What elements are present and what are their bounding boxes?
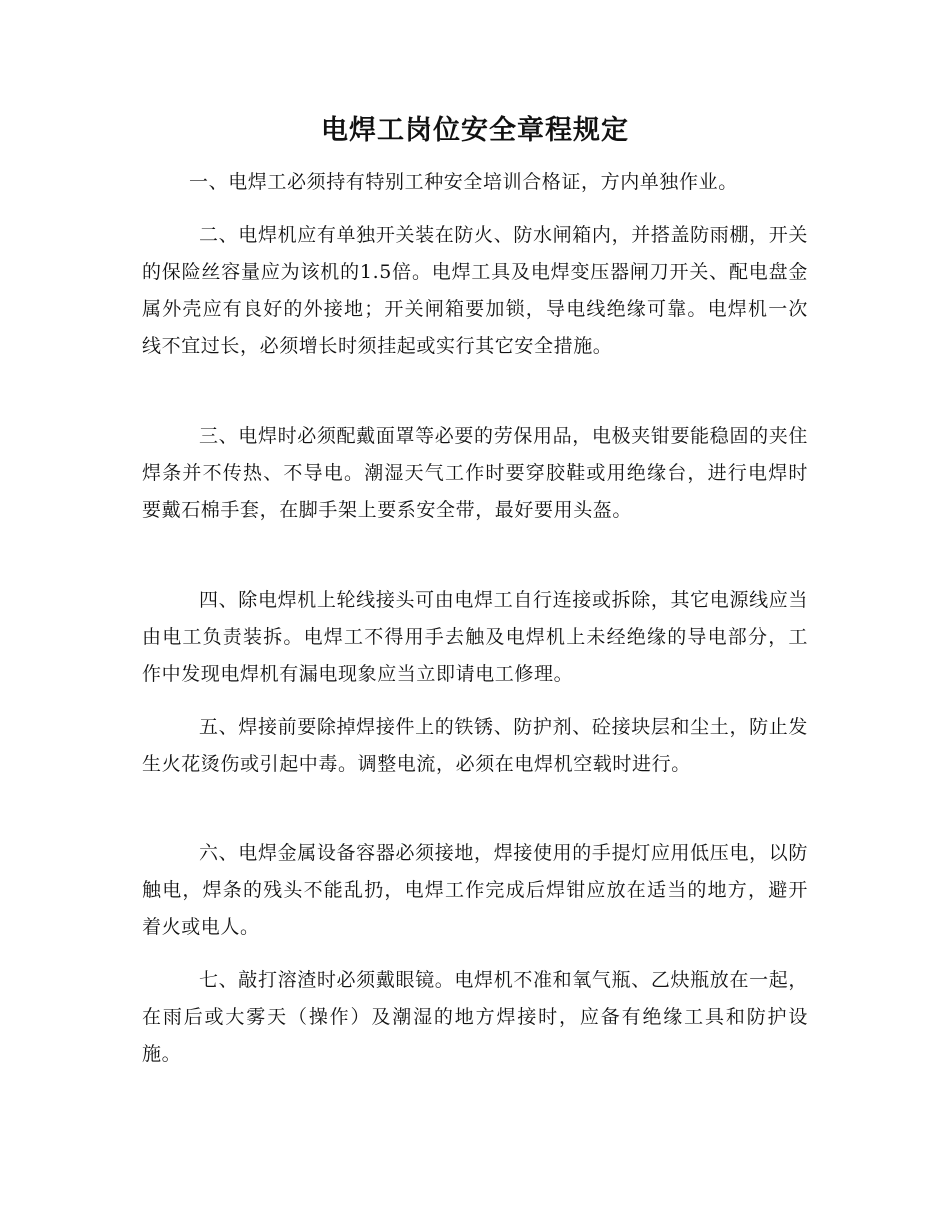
- paragraph-7: 七、敲打溶渣时必须戴眼镜。电焊机不准和氧气瓶、乙炔瓶放在一起，在雨后或大雾天（操作）及潮湿的地方焊接时，应备有绝缘工具和防护设施。: [142, 969, 808, 1065]
- paragraph-6: 六、电焊金属设备容器必须接地，焊接使用的手提灯应用低压电，以防触电，焊条的残头不能乱扔，电焊工作完成后焊钳应放在适当的地方，避开着火或电人。: [142, 842, 808, 938]
- paragraph-4: 四、除电焊机上轮线接头可由电焊工自行连接或拆除，其它电源线应当由电工负责装拆。电焊工不得用手去触及电焊机上未经绝缘的导电部分，工作中发现电焊机有漏电现象应当立即请电工修理。: [142, 589, 808, 685]
- paragraph-1: 一、电焊工必须持有特别工种安全培训合格证，方内单独作业。: [189, 171, 738, 193]
- paragraph-3: 三、电焊时必须配戴面罩等必要的劳保用品，电极夹钳要能稳固的夹住焊条并不传热、不导电。潮湿天气工作时要穿胶鞋或用绝缘台，进行电焊时要戴石棉手套，在脚手架上要系安全带，最好要用头盔。: [142, 425, 808, 521]
- paragraph-2: 二、电焊机应有单独开关装在防火、防水闸箱内，并搭盖防雨棚，开关的保险丝容量应为该机的1.5倍。电焊工具及电焊变压器闸刀开关、配电盘金属外壳应有良好的外接地；开关闸箱要加锁，导电线绝缘可靠。电焊机一次线不宜过长，必须增长时须挂起或实行其它安全措施。: [142, 224, 808, 357]
- document-title: 电焊工岗位安全章程规定: [321, 115, 629, 146]
- paragraph-5: 五、焊接前要除掉焊接件上的铁锈、防护剂、砼接块层和尘土，防止发生火花烫伤或引起中毒。调整电流，必须在电焊机空载时进行。: [142, 716, 808, 775]
